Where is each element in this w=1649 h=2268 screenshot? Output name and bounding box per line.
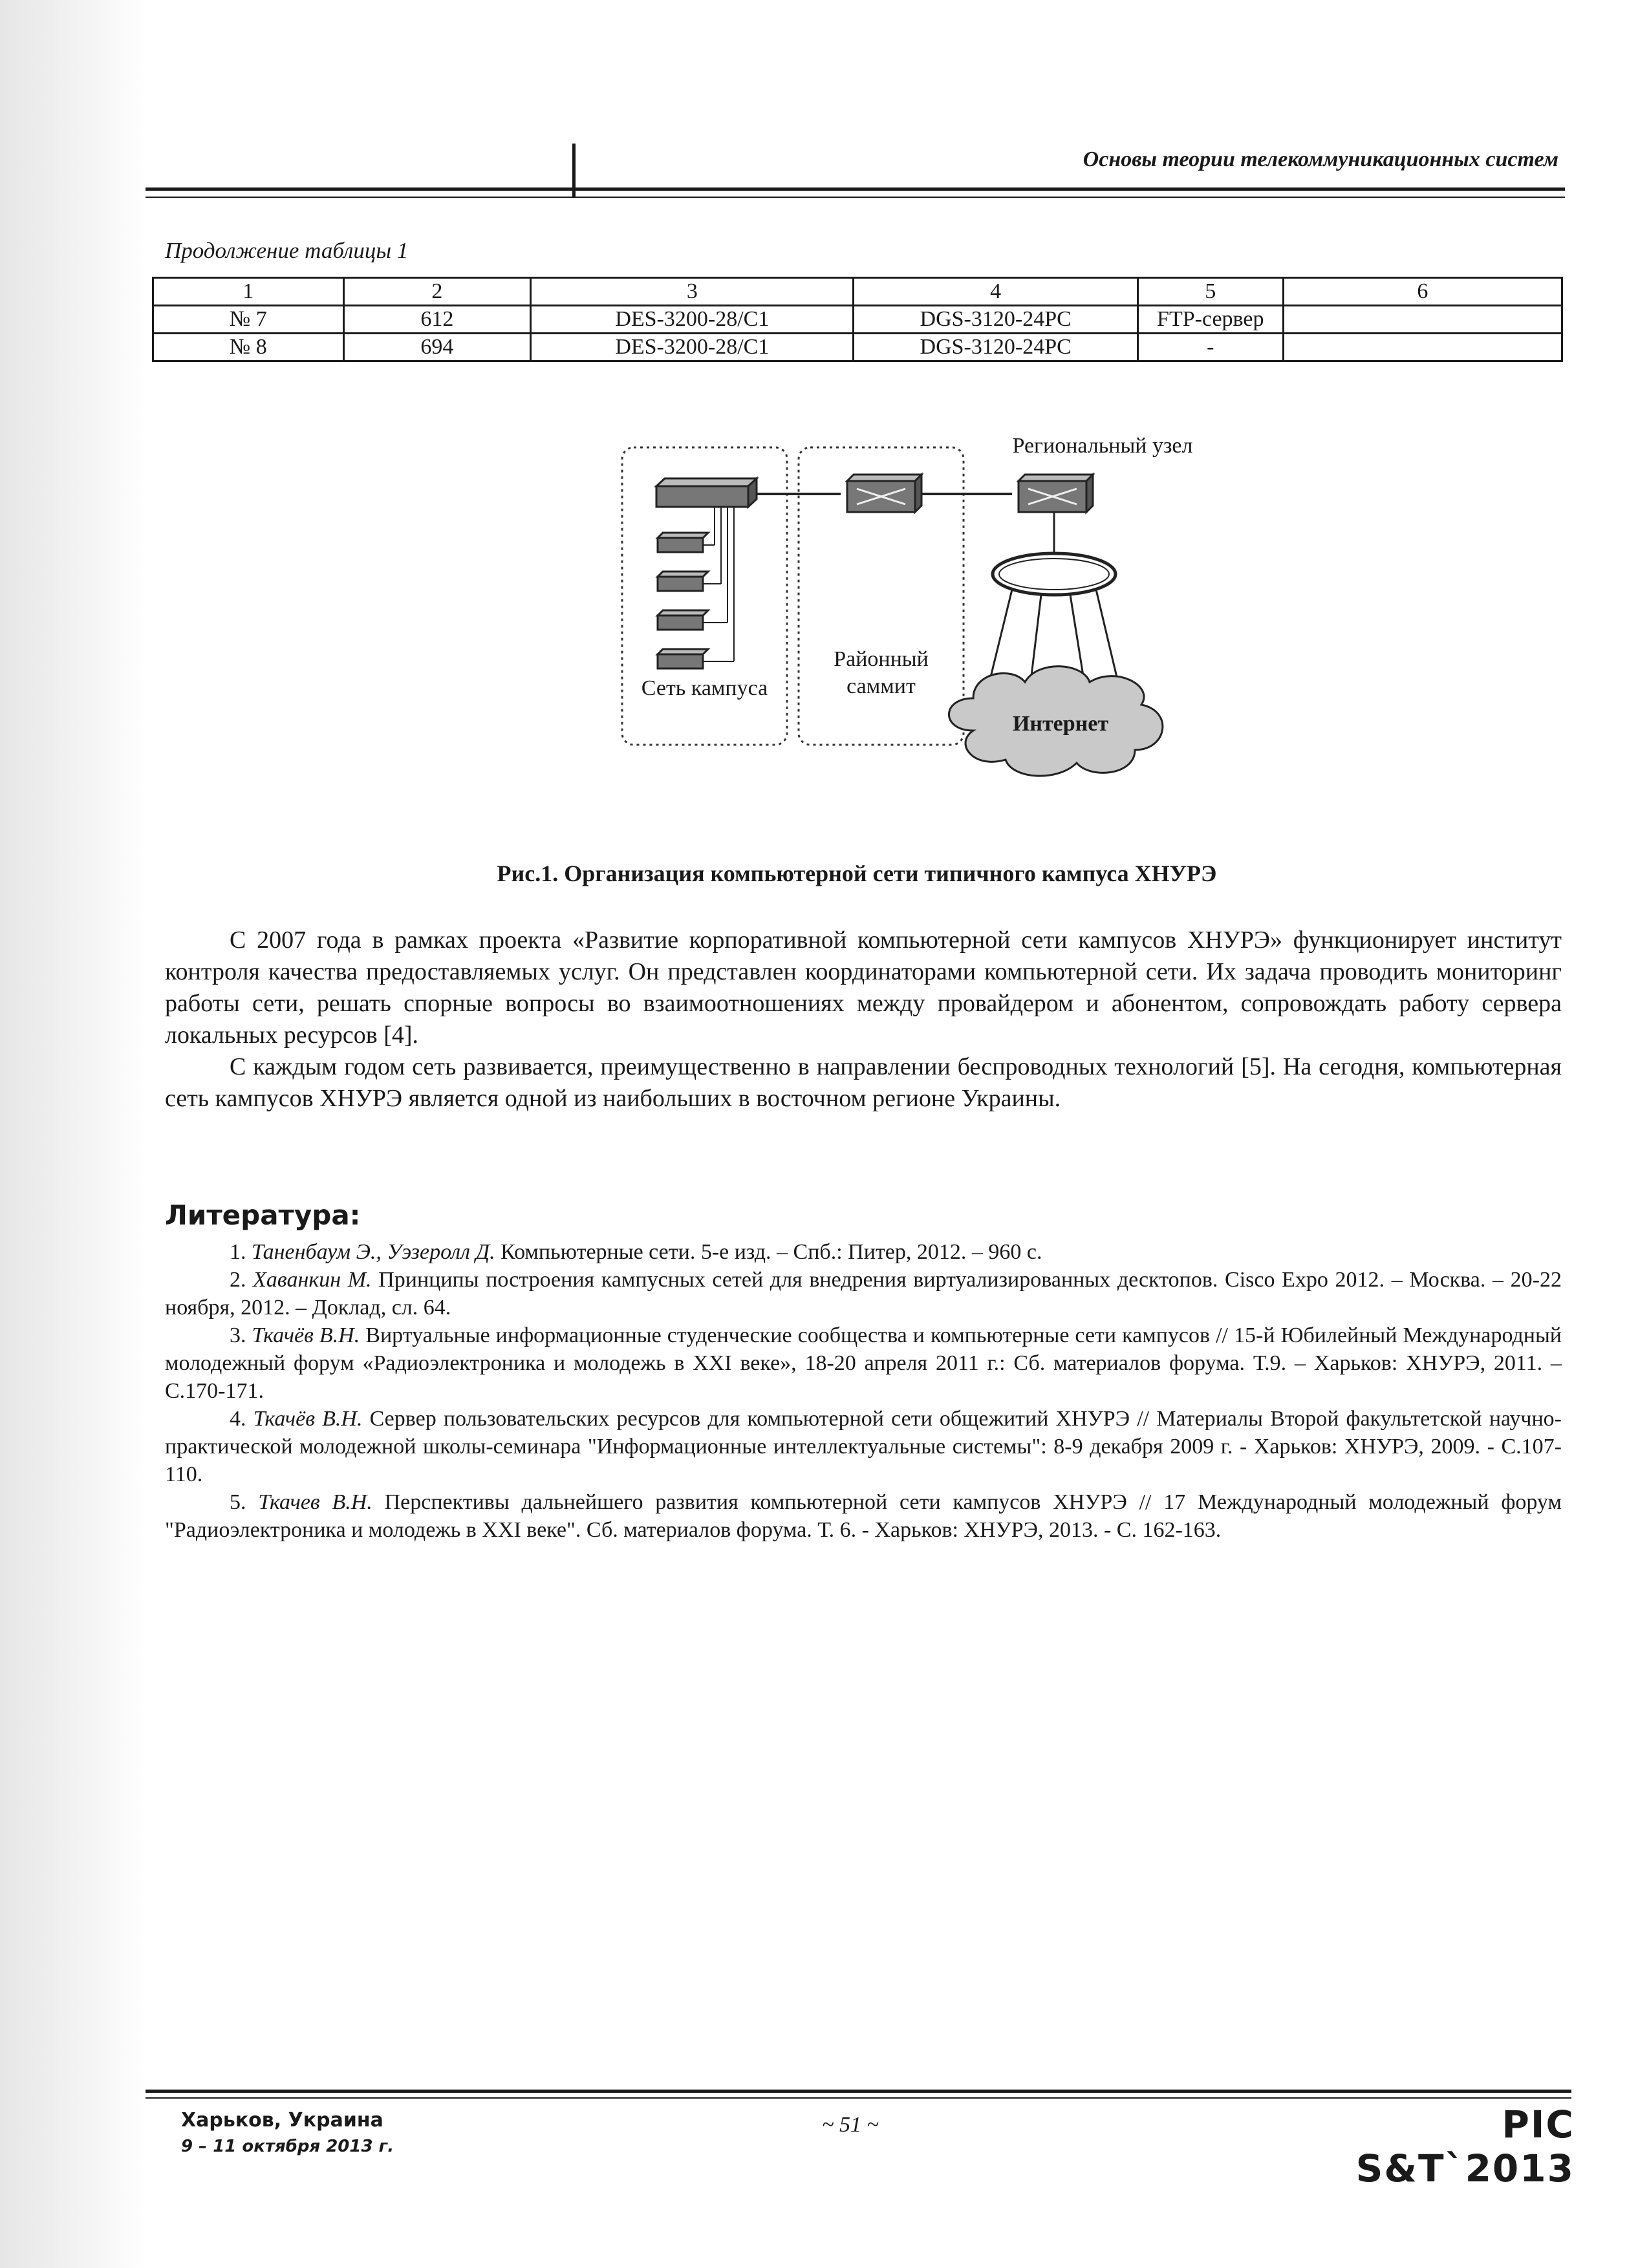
table-cell: FTP-сервер: [1137, 306, 1283, 334]
reference-author: Хаванкин М.: [253, 1268, 372, 1292]
reference-number: 1.: [230, 1240, 246, 1264]
paragraph: С каждым годом сеть развивается, преимущественно в направлении беспроводных технологий [5]. На сегодня, компьютерная сеть кампусов ХНУРЭ является одной из наибольших в восточном регионе Украины.: [165, 1053, 1562, 1112]
reference-author: Ткачёв В.Н.: [252, 1323, 360, 1347]
reference-author: Ткачев В.Н.: [258, 1490, 372, 1514]
table-cell: № 8: [153, 334, 344, 361]
reference-item: [165, 1238, 1562, 1266]
footer-date: 9 – 11 октября 2013 г.: [181, 2137, 394, 2156]
label-internet: Интернет: [1012, 712, 1109, 736]
table-header-cell: 6: [1283, 278, 1562, 306]
header-rule-thin: [146, 197, 1565, 198]
reference-item: [165, 1321, 1562, 1405]
district-router: [847, 475, 921, 512]
reference-item: [165, 1488, 1562, 1544]
label-campus-network: Сеть кампуса: [641, 676, 768, 700]
reference-text: Компьютерные сети. 5-е изд. – Спб.: Питер, 2012. – 960 с.: [495, 1240, 1042, 1264]
reference-number: 2.: [230, 1268, 246, 1292]
table-cell: DES-3200-28/C1: [531, 306, 854, 334]
reference-author: Ткачёв В.Н.: [253, 1407, 363, 1431]
footer-city: Харьков, Украина: [181, 2109, 383, 2132]
running-header: Основы теории телекоммуникационных систем: [1083, 147, 1558, 171]
reference-number: 4.: [230, 1407, 246, 1431]
table-cell: [1283, 306, 1562, 334]
table-cell: 694: [343, 334, 531, 361]
table-cell: DGS-3120-24PC: [854, 334, 1137, 361]
reference-number: 3.: [230, 1323, 246, 1347]
reference-text: Сервер пользовательских ресурсов для компьютерной сети общежитий ХНУРЭ // Материалы Второй факультетской научно-практической молодежной школы-семинара "Информационные интеллектуальные системы": 8-9 декабря 2009 г. - Харьков: ХНУРЭ, 2009. - С.107-110.: [165, 1407, 1562, 1486]
figure-caption: Рис.1. Организация компьютерной сети типичного кампуса ХНУРЭ: [497, 861, 1217, 886]
reference-text: Принципы построения кампусных сетей для внедрения виртуализированных десктопов. Cisco Expo 2012. – Москва. – 20-22 ноября, 2012. – Доклад, сл. 64.: [165, 1268, 1562, 1320]
table-header-row: [153, 278, 1562, 306]
ring-network: [993, 553, 1116, 595]
body-text: [165, 925, 1562, 1115]
reference-text: Перспективы дальнейшего развития компьютерной сети кампусов ХНУРЭ // 17 Международный молодежный форум "Радиоэлектроника и молодежь в XXI веке". Сб. материалов форума. Т. 6. - Харьков: ХНУРЭ, 2013. - С. 162-163.: [165, 1490, 1562, 1542]
table-row: [153, 334, 1562, 361]
table-cell: 612: [343, 306, 531, 334]
table-header-cell: 2: [343, 278, 531, 306]
reference-text: Виртуальные информационные студенческие сообщества и компьютерные сети кампусов // 15-й Юбилейный Международный молодежный форум «Радиоэлектроника и молодежь в XXI веке», 18-20 апреля 2011 г.: Сб. материалов форума. Т.9. – Харьков: ХНУРЭ, 2011. – С.170-171.: [165, 1323, 1562, 1403]
table-row: [153, 306, 1562, 334]
data-table: [152, 277, 1563, 362]
table-header-cell: 3: [531, 278, 854, 306]
header-rule: [146, 187, 1565, 191]
reference-author: Таненбаум Э., Уэзеролл Д.: [252, 1240, 495, 1264]
references-list: [165, 1238, 1562, 1544]
scan-shadow: [0, 0, 146, 2268]
conference-logo: PIC S&T`2013: [1355, 2102, 1575, 2190]
table-cell: № 7: [153, 306, 344, 334]
table-cell: -: [1137, 334, 1283, 361]
table-header-cell: 5: [1137, 278, 1283, 306]
paragraph: С 2007 года в рамках проекта «Развитие корпоративной компьютерной сети кампусов ХНУРЭ» функционирует институт контроля качества предоставляемых услуг. Он представлен координаторами компьютерной сети. Их задача проводить мониторинг работы сети, решать спорные вопросы во взаимоотношениях между провайдером и абонентом, сопровождать работу сервера локальных ресурсов [4].: [165, 926, 1562, 1049]
table-header-cell: 1: [153, 278, 344, 306]
page-number: ~ 51 ~: [822, 2113, 879, 2137]
table-header-cell: 4: [854, 278, 1137, 306]
label-district-summit-line2: саммит: [846, 674, 916, 698]
network-diagram-graphic: [469, 427, 1277, 840]
network-diagram: [469, 427, 1277, 840]
reference-number: 5.: [230, 1490, 246, 1514]
campus-core-switch: [656, 478, 757, 507]
campus-uplinks: [703, 507, 734, 661]
reference-item: [165, 1266, 1562, 1321]
footer-rule: [146, 2090, 1571, 2093]
table-cell: DGS-3120-24PC: [854, 306, 1137, 334]
table-cell: [1283, 334, 1562, 361]
references-heading: Литература:: [165, 1199, 361, 1231]
campus-access-switches: [658, 533, 708, 669]
table-cell: DES-3200-28/C1: [531, 334, 854, 361]
label-regional-node: Региональный узел: [1012, 434, 1193, 458]
footer-rule-thin: [146, 2097, 1571, 2099]
regional-router: [1018, 475, 1093, 512]
label-district-summit-line1: Районный: [834, 647, 929, 671]
reference-item: [165, 1405, 1562, 1488]
page: [146, 0, 1649, 2268]
table-caption: Продолжение таблицы 1: [165, 238, 409, 263]
